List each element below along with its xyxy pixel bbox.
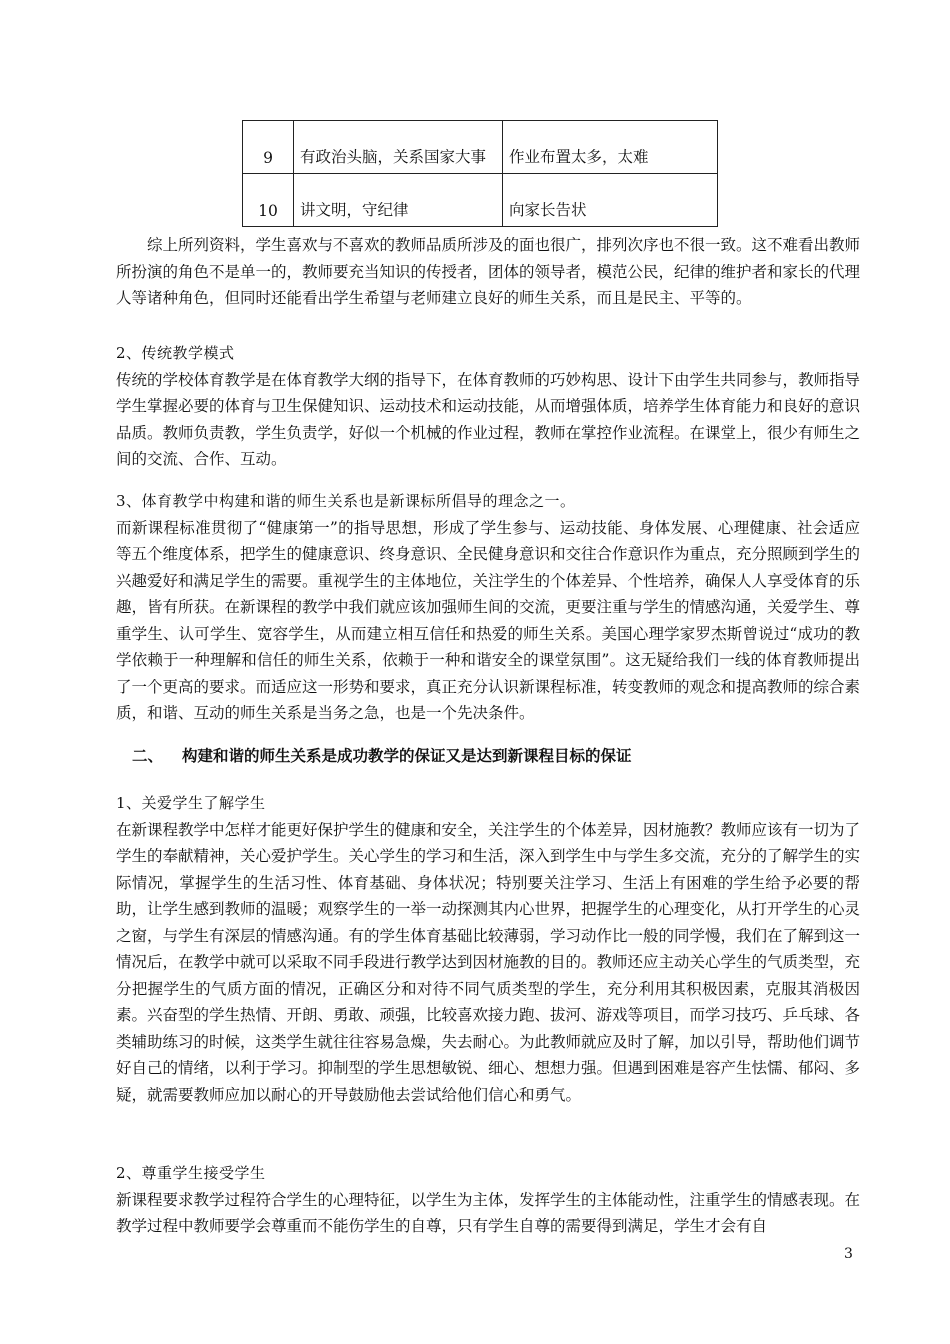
teacher-quality-table (242, 120, 718, 227)
row-number: 9 (243, 121, 294, 174)
disliked-quality: 作业布置太多，太难 (503, 121, 718, 174)
subheading-respect-students: 2、尊重学生接受学生 (116, 1164, 266, 1182)
section-number: 二、 (132, 747, 164, 765)
respect-students-paragraph: 新课程要求教学过程符合学生的心理特征，以学生为主体，发挥学生的主体能动性，注重学生的情感表现。在教学过程中教师要学会尊重而不能伤学生的自尊，只有学生自尊的需要得到满足，学生才会有自 (116, 1190, 861, 1235)
liked-quality: 讲文明，守纪律 (294, 174, 503, 227)
traditional-teaching-section (116, 340, 860, 473)
page-number: 3 (844, 1246, 853, 1262)
summary-paragraph-block (116, 232, 860, 312)
new-curriculum-paragraph: 而新课程标准贯彻了“健康第一”的指导思想，形成了学生参与、运动技能、身体发展、心理健康、社会适应等五个维度体系，把学生的健康意识、终身意识、全民健身意识和交往合作意识作为重点，充分照顾到学生的兴趣爱好和满足学生的需要。重视学生的主体地位，关注学生的个体差异、个性培养，确保人人享受体育的乐趣，皆有所获。在新课程的教学中我们就应该加强师生间的交流，更要注重与学生的情感沟通，关爱学生、尊重学生、认可学生、宽容学生，从而建立相互信任和热爱的师生关系。美国心理学家罗杰斯曾说过“成功的教学依赖于一种理解和信任的师生关系，依赖于一种和谐安全的课堂氛围”。这无疑给我们一线的体育教师提出了一个更高的要求。而适应这一形势和要求，真正充分认识新课程标准，转变教师的观念和提高教师的综合素质，和谐、互动的师生关系是当务之急，也是一个先决条件。 (116, 518, 861, 722)
traditional-model-paragraph: 传统的学校体育教学是在体育教学大纲的指导下，在体育教师的巧妙构思、设计下由学生共同参与，教师指导学生掌握必要的体育与卫生保健知识、运动技术和运动技能，从而增强体质，培养学生体育能力和良好的意识品质。教师负责教，学生负责学，好似一个机械的作业过程，教师在掌控作业流程。在课堂上，很少有师生之间的交流、合作、互动。 (116, 370, 861, 468)
section-heading (132, 744, 632, 766)
summary-paragraph: 综上所列资料，学生喜欢与不喜欢的教师品质所涉及的面也很广，排列次序也不很一致。这不难看出教师所扮演的角色不是单一的，教师要充当知识的传授者，团体的领导者，模范公民，纪律的维护者和家长的代理人等诸种角色，但同时还能看出学生希望与老师建立良好的师生关系，而且是民主、平等的。 (116, 236, 861, 307)
new-curriculum-section (116, 488, 860, 727)
disliked-quality: 向家长告状 (503, 174, 718, 227)
respect-students-section (116, 1160, 860, 1240)
row-number: 10 (243, 174, 294, 227)
care-students-paragraph: 在新课程教学中怎样才能更好保护学生的健康和安全，关注学生的个体差异，因材施教？教师应该有一切为了学生的奉献精神，关心爱护学生。关心学生的学习和生活，深入到学生中与学生多交流，充分的了解学生的实际情况，掌握学生的生活习性、体育基础、身体状况；特别要关注学习、生活上有困难的学生给予必要的帮助，让学生感到教师的温暖；观察学生的一举一动探测其内心世界，把握学生的心理变化，从打开学生的心灵之窗，与学生有深层的情感沟通。有的学生体育基础比较薄弱，学习动作比一般的同学慢，我们在了解到这一情况后，在教学中就可以采取不同手段进行教学达到因材施教的目的。教师还应主动关心学生的气质类型，充分把握学生的气质方面的情况，正确区分和对待不同气质类型的学生，充分利用其积极因素，克服其消极因素。兴奋型的学生热情、开朗、勇敢、顽强，比较喜欢接力跑、拔河、游戏等项目，而学习技巧、乒乓球、各类辅助练习的时候，这类学生就往往容易急燥，失去耐心。为此教师就应及时了解，加以引导，帮助他们调节好自己的情绪，以利于学习。抑制型的学生思想敏锐、细心、想想力强。但遇到困难是容产生怯懦、郁闷、多疑，就需要教师应加以耐心的开导鼓励他去尝试给他们信心和勇气。 (116, 820, 861, 1104)
liked-quality: 有政治头脑，关系国家大事 (294, 121, 503, 174)
subheading-new-curriculum: 3、体育教学中构建和谐的师生关系也是新课标所倡导的理念之一。 (116, 492, 576, 510)
subheading-traditional-model: 2、传统教学模式 (116, 344, 235, 362)
care-students-section (116, 790, 860, 1108)
section-title: 构建和谐的师生关系是成功教学的保证又是达到新课程目标的保证 (182, 747, 632, 765)
subheading-care-students: 1、关爱学生了解学生 (116, 794, 266, 812)
table-row (243, 121, 718, 174)
table-row (243, 174, 718, 227)
